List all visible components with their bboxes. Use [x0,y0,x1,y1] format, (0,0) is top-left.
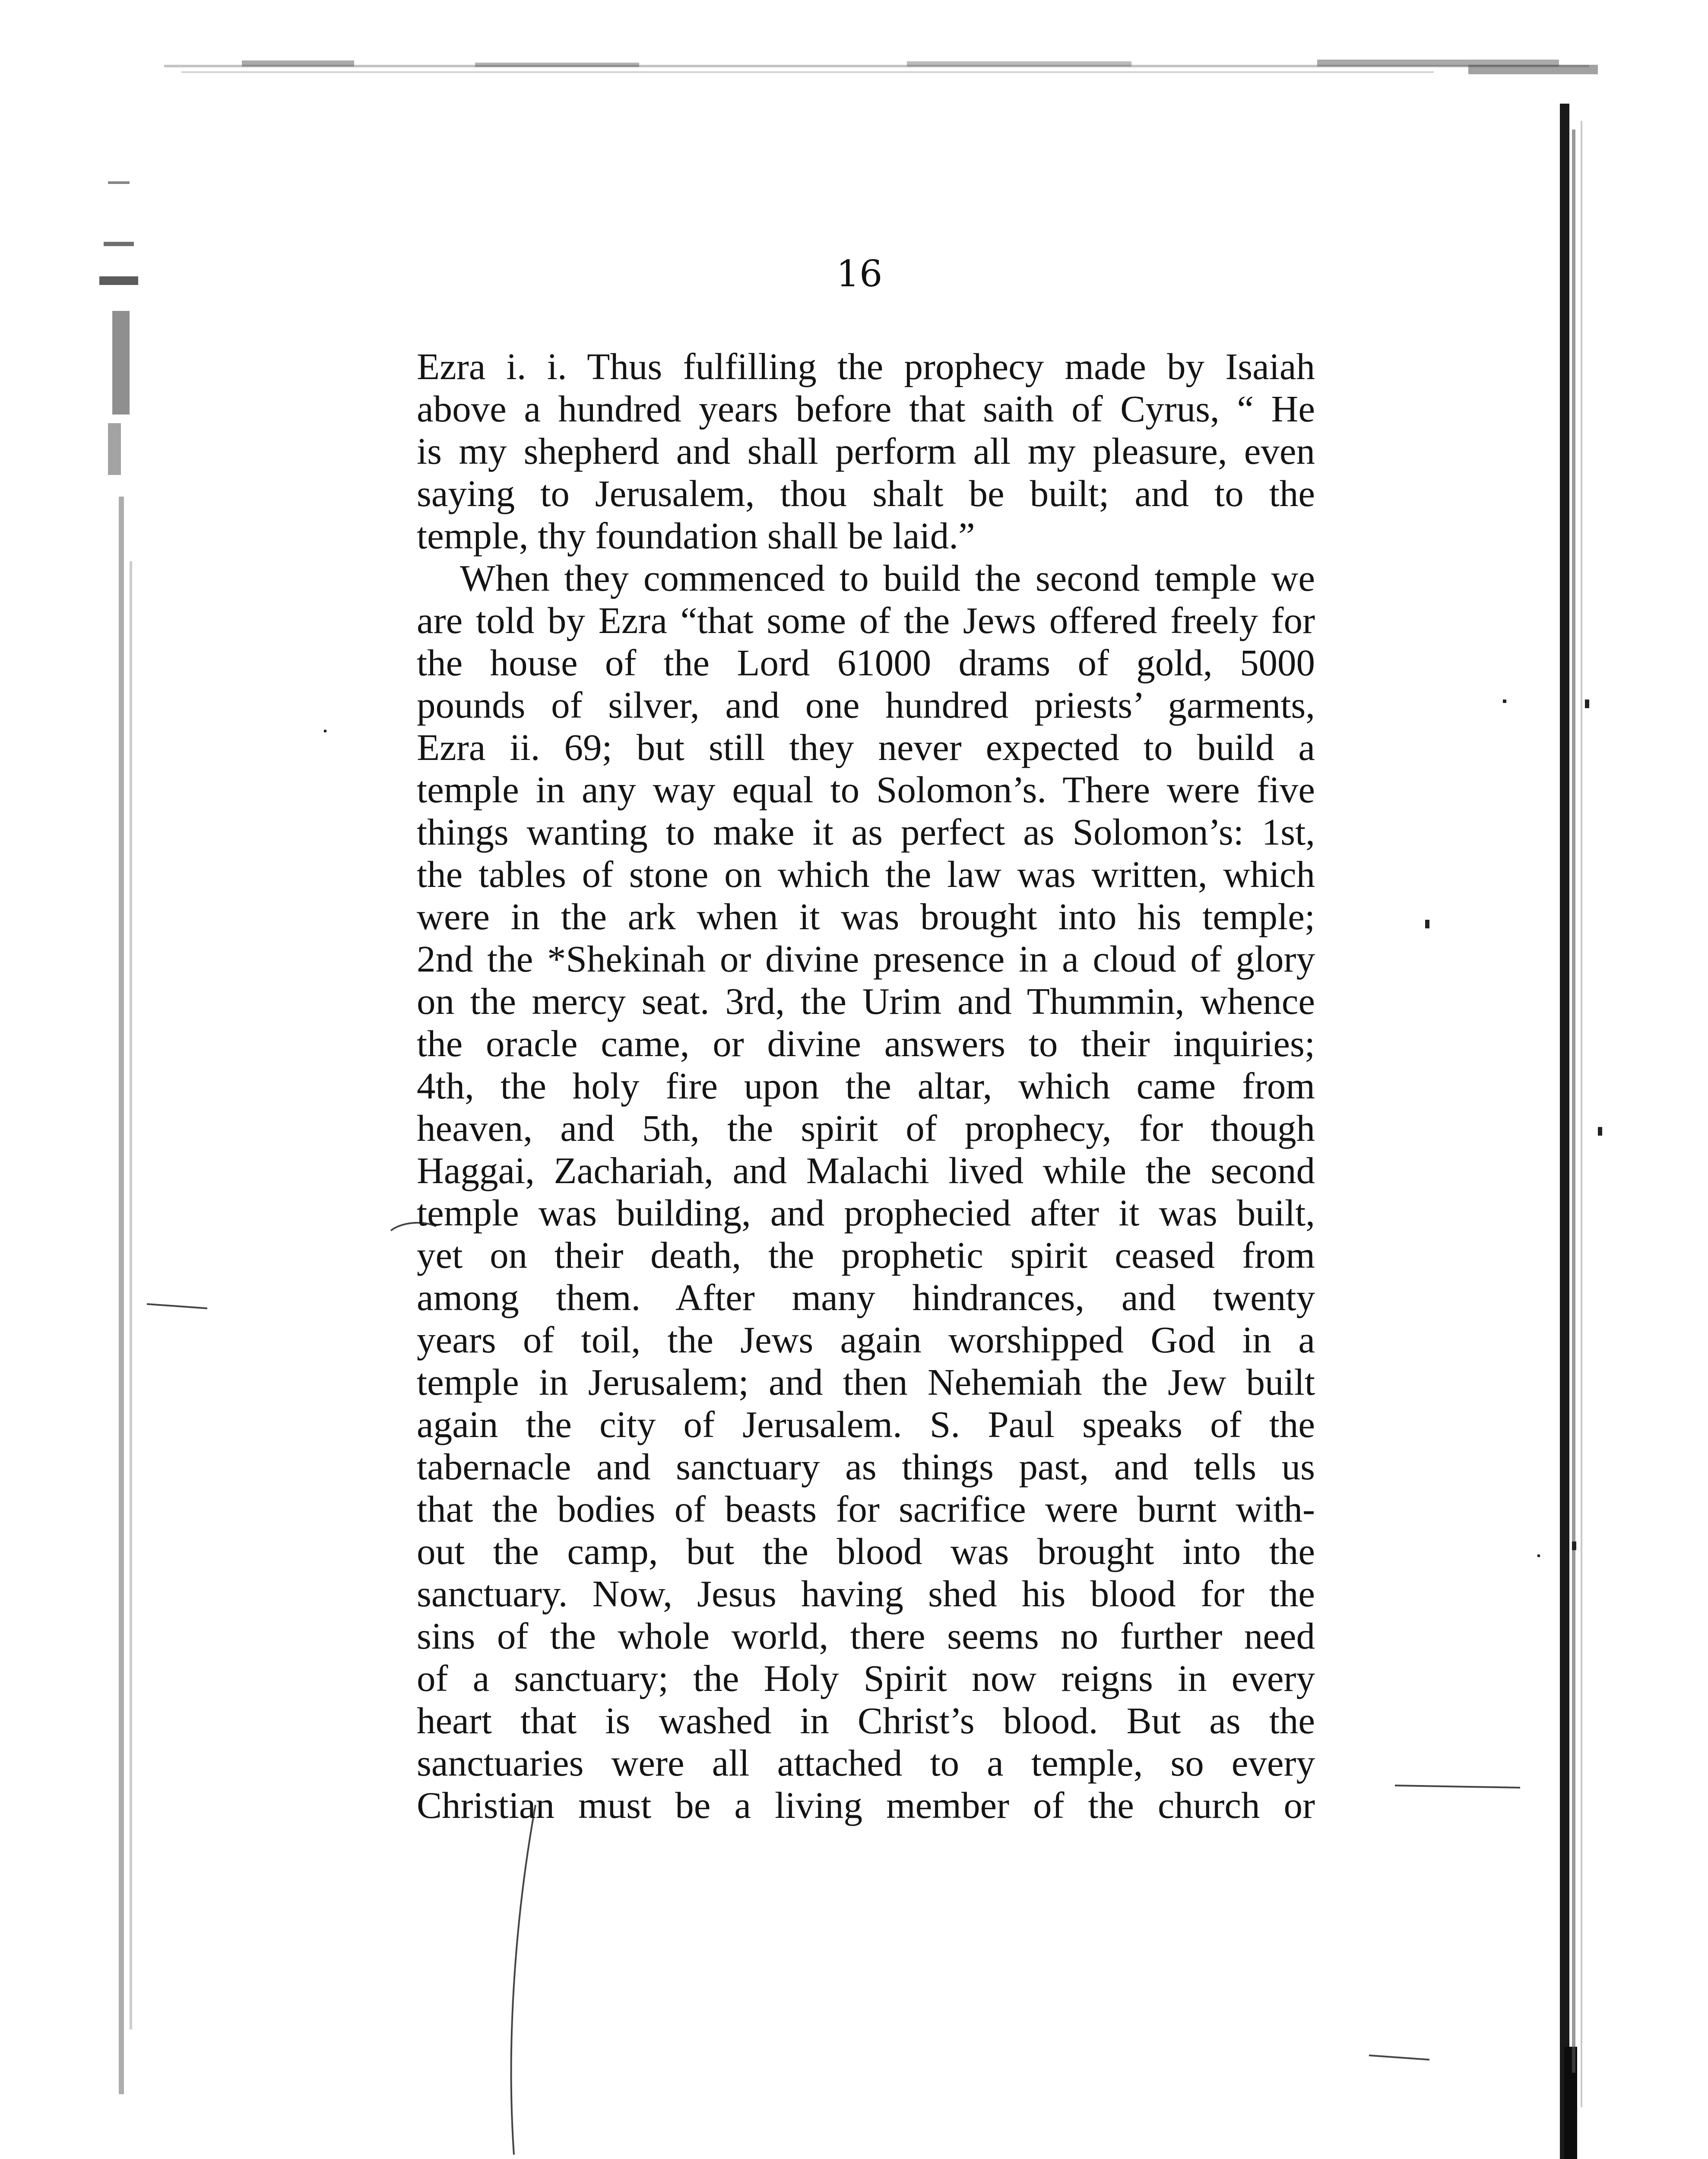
left-edge-marks [99,181,155,2159]
top-edge-specks [164,60,1598,74]
text-line: were in the ark when it was brought into his temple; [417,896,1315,937]
text-line: are told by Ezra “that some of the Jews offered freely for [417,599,1315,641]
text-line: among them. After many hindrances, and twenty [417,1276,1315,1318]
text-line: temple, thy foundation shall be laid.” [417,515,975,557]
text-line: pounds of silver, and one hundred priests’ garments, [417,684,1315,726]
text-line: things wanting to make it as perfect as Solomon’s: 1st, [417,811,1315,853]
text-line: tabernacle and sanctuary as things past, and tells us [417,1446,1315,1488]
text-line: sins of the whole world, there seems no further need [417,1615,1315,1657]
text-line: years of toil, the Jews again worshipped God in a [417,1319,1315,1361]
text-line: When they commenced to build the second temple we [460,557,1315,599]
text-line: heart that is washed in Christ’s blood. But as the [417,1700,1315,1741]
text-line: on the mercy seat. 3rd, the Urim and Thummin, whence [417,980,1315,1022]
body-text [417,345,1315,1827]
text-line: Christian must be a living member of the church or [417,1784,1315,1826]
text-line: 4th, the holy fire upon the altar, which came from [417,1065,1315,1107]
text-line: temple in any way equal to Solomon’s. There were five [417,769,1315,810]
text-line: Ezra i. i. Thus fulfilling the prophecy made by Isaiah [417,345,1315,387]
text-line: heaven, and 5th, the spirit of prophecy, for though [417,1107,1315,1149]
text-line: above a hundred years before that saith of Cyrus, “ He [417,388,1315,430]
right-edge-strip [1560,104,1582,2159]
page-number: 16 [836,253,883,295]
text-line: sanctuaries were all attached to a temple, so every [417,1742,1315,1784]
text-line: yet on their death, the prophetic spirit ceased from [417,1234,1315,1276]
text-line: the oracle came, or divine answers to their inquiries; [417,1023,1315,1064]
text-line: temple was building, and prophecied after it was built, [417,1192,1315,1234]
text-line: saying to Jerusalem, thou shalt be built; and to the [417,472,1315,514]
text-line: Haggai, Zachariah, and Malachi lived while the second [417,1149,1315,1191]
text-line: that the bodies of beasts for sacrifice were burnt with- [417,1488,1315,1530]
text-line: the tables of stone on which the law was written, which [417,853,1315,895]
text-line: 2nd the *Shekinah or divine presence in a cloud of glory [417,938,1315,980]
text-line: is my shepherd and shall perform all my pleasure, even [417,430,1315,472]
text-line: of a sanctuary; the Holy Spirit now reigns in every [417,1657,1315,1699]
text-line: sanctuary. Now, Jesus having shed his blood for the [417,1573,1315,1615]
text-line: temple in Jerusalem; and then Nehemiah the Jew built [417,1361,1315,1403]
text-line: Ezra ii. 69; but still they never expected to build a [417,726,1315,768]
text-line: out the camp, but the blood was brought into the [417,1530,1315,1572]
text-line: the house of the Lord 61000 drams of gold, 5000 [417,642,1315,684]
text-line: again the city of Jerusalem. S. Paul speaks of the [417,1403,1315,1445]
